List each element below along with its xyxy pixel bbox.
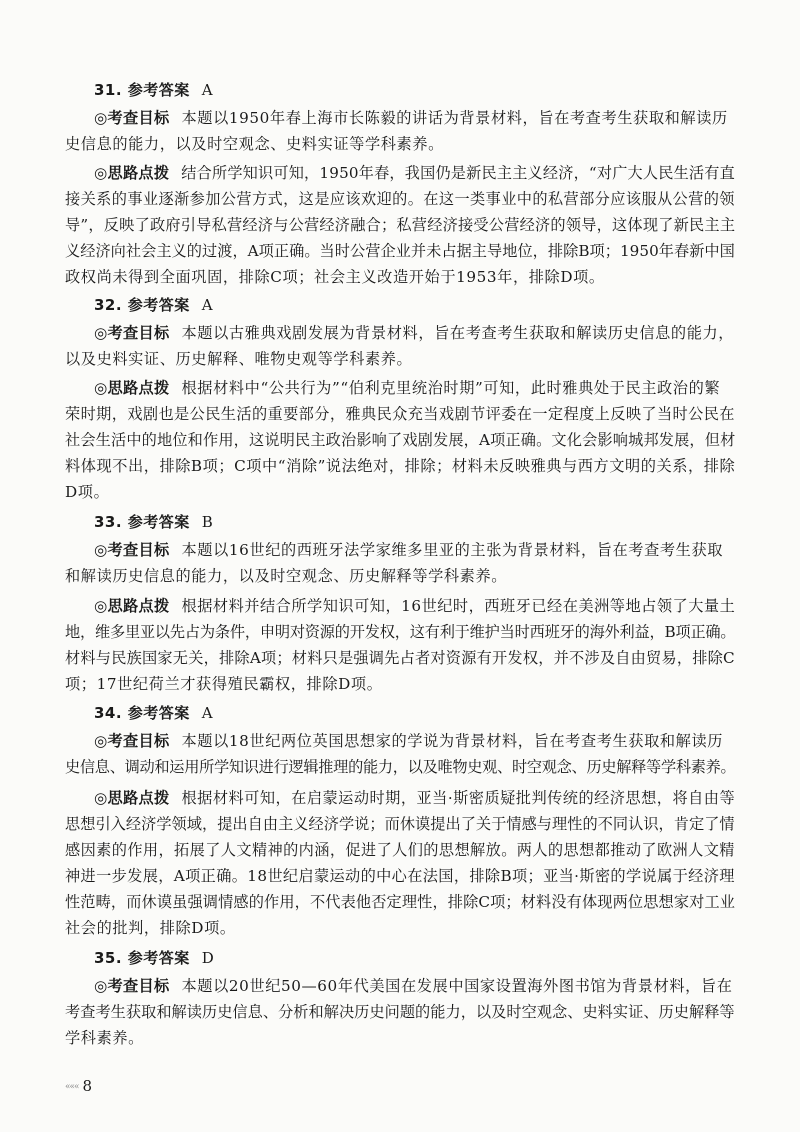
- q35-goal-line-3: 学科素养。: [65, 1029, 144, 1047]
- q34-hint-line-1: ◎思路点拨 根据材料可知，在启蒙运动时期，亚当·斯密质疑批判传统的经济思想，将自由等: [94, 789, 736, 807]
- q34-hint-line-3: 感因素的作用，拓展了人文精神的内涵，促进了人们的思想解放。两人的思想都推动了欧洲人文精: [65, 841, 735, 859]
- q34-goal-line-1: ◎考查目标 本题以18世纪两位英国思想家的学说为背景材料，旨在考查考生获取和解读历: [94, 732, 724, 750]
- q31-goal-tag: ◎考查目标: [94, 109, 170, 127]
- q32-answer: A: [201, 296, 214, 314]
- q33-answer: B: [201, 513, 214, 531]
- q31-header: 31. 参考答案 A: [94, 81, 214, 99]
- q34-hint-line-4: 神进一步发展，A项正确。18世纪启蒙运动的中心在法国，排除B项；亚当·斯密的学说属于经济理: [65, 867, 735, 885]
- q31-goal-line-2: 史信息的能力，以及时空观念、史料实证等学科素养。: [65, 135, 444, 153]
- q31-answer: A: [201, 81, 214, 99]
- page-footer: [65, 1076, 92, 1097]
- q33-goal-line-2: 和解读历史信息的能力，以及时空观念、历史解释等学科素养。: [65, 567, 508, 585]
- q35-header: 35. 参考答案 D: [94, 949, 215, 967]
- q33-goal-line-1: ◎考查目标 本题以16世纪的西班牙法学家维多里亚的主张为背景材料，旨在考查考生获取: [94, 541, 724, 559]
- q31-hint-line-5: 政权尚未得到全面巩固，排除C项；社会主义改造开始于1953年，排除D项。: [65, 268, 605, 286]
- q35-goal-line-2: 考查考生获取和解读历史信息、分析和解决历史问题的能力，以及时空观念、史料实证、历史解释等: [65, 1003, 735, 1021]
- q32-goal-line-1: ◎考查目标 本题以古雅典戏剧发展为背景材料，旨在考查考生获取和解读历史信息的能力，: [94, 324, 735, 342]
- q32-header: 32. 参考答案 A: [94, 296, 214, 314]
- q34-hint-line-5: 性范畴，而休谟虽强调情感的作用，不代表他否定理性，排除C项；材料没有体现两位思想家对工业: [65, 893, 736, 911]
- q31-goal-line-1: ◎考查目标 本题以1950年春上海市长陈毅的讲话为背景材料，旨在考查考生获取和解读历: [94, 109, 728, 127]
- q32-hint-line-1: ◎思路点拨 根据材料中“公共行为”“伯利克里统治时期”可知，此时雅典处于民主政治的繁: [94, 379, 721, 397]
- q33-hint-line-4: 项；17世纪荷兰才获得殖民霸权，排除D项。: [65, 675, 383, 693]
- q34-hint-line-2: 思想引入经济学领域，提出自由主义经济学说；而休谟提出了关于情感与理性的不同认识，肯定了情: [65, 815, 735, 833]
- q32-goal-tag: ◎考查目标: [94, 324, 170, 342]
- q31-hint-line-4: 义经济向社会主义的过渡，A项正确。当时公营企业并未占据主导地位，排除B项；1950年春新中国: [65, 242, 735, 260]
- q33-hint-line-1: ◎思路点拨 根据材料并结合所学知识可知，16世纪时，西班牙已经在美洲等地占领了大量土: [94, 597, 736, 615]
- q31-hint-line-3: 导”，反映了政府引导私营经济与公营经济融合；私营经济接受公营经济的领导，这体现了新民主主: [65, 216, 736, 234]
- q32-hint-tag: ◎思路点拨: [94, 379, 170, 397]
- q33-hint-tag: ◎思路点拨: [94, 597, 170, 615]
- q33-hint-line-2: 地，维多里亚以先占为条件，申明对资源的开发权，这有利于维护当时西班牙的海外利益，B项正确。: [65, 623, 736, 641]
- q32-hint-line-5: D项。: [65, 483, 110, 501]
- q31-hint-line-1: ◎思路点拨 结合所学知识可知，1950年春，我国仍是新民主主义经济，“对广大人民生活有直: [94, 164, 735, 182]
- q35-goal-line-1: ◎考查目标 本题以20世纪50—60年代美国在发展中国家设置海外图书馆为背景材料，旨在: [94, 977, 733, 995]
- q33-hint-line-3: 材料与民族国家无关，排除A项；材料只是强调先占者对资源有开发权，并不涉及自由贸易，排除C: [65, 649, 735, 667]
- q34-goal-line-2: 史信息、调动和运用所学知识进行逻辑推理的能力，以及唯物史观、时空观念、历史解释等学科素养。: [65, 758, 736, 776]
- q34-header: 34. 参考答案 A: [94, 704, 214, 722]
- q35-goal-tag: ◎考查目标: [94, 977, 170, 995]
- q34-goal-tag: ◎考查目标: [94, 732, 170, 750]
- q32-hint-line-4: 料体现不出，排除B项；C项中“消除”说法绝对，排除；材料未反映雅典与西方文明的关系，排除: [65, 457, 736, 475]
- q31-hint-line-2: 接关系的事业逐渐参加公营方式，这是应该欢迎的。在这一类事业中的私营部分应该服从公营的领: [65, 190, 735, 208]
- page-marker-icon: «««: [65, 1082, 79, 1092]
- q32-goal-line-2: 以及史料实证、历史解释、唯物史观等学科素养。: [65, 350, 413, 368]
- q33-goal-tag: ◎考查目标: [94, 541, 170, 559]
- q35-answer: D: [201, 949, 215, 967]
- q31-hint-tag: ◎思路点拨: [94, 164, 170, 182]
- q34-answer: A: [201, 704, 214, 722]
- page-number: 8: [82, 1077, 93, 1095]
- q34-hint-line-6: 社会的批判，排除D项。: [65, 919, 236, 937]
- q34-hint-tag: ◎思路点拨: [94, 789, 170, 807]
- q32-hint-line-3: 社会生活中的地位和作用，这说明民主政治影响了戏剧发展，A项正确。文化会影响城邦发展，但材: [65, 431, 736, 449]
- q32-hint-line-2: 荣时期，戏剧也是公民生活的重要部分，雅典民众充当戏剧节评委在一定程度上反映了当时公民在: [65, 405, 735, 423]
- q33-header: 33. 参考答案 B: [94, 513, 214, 531]
